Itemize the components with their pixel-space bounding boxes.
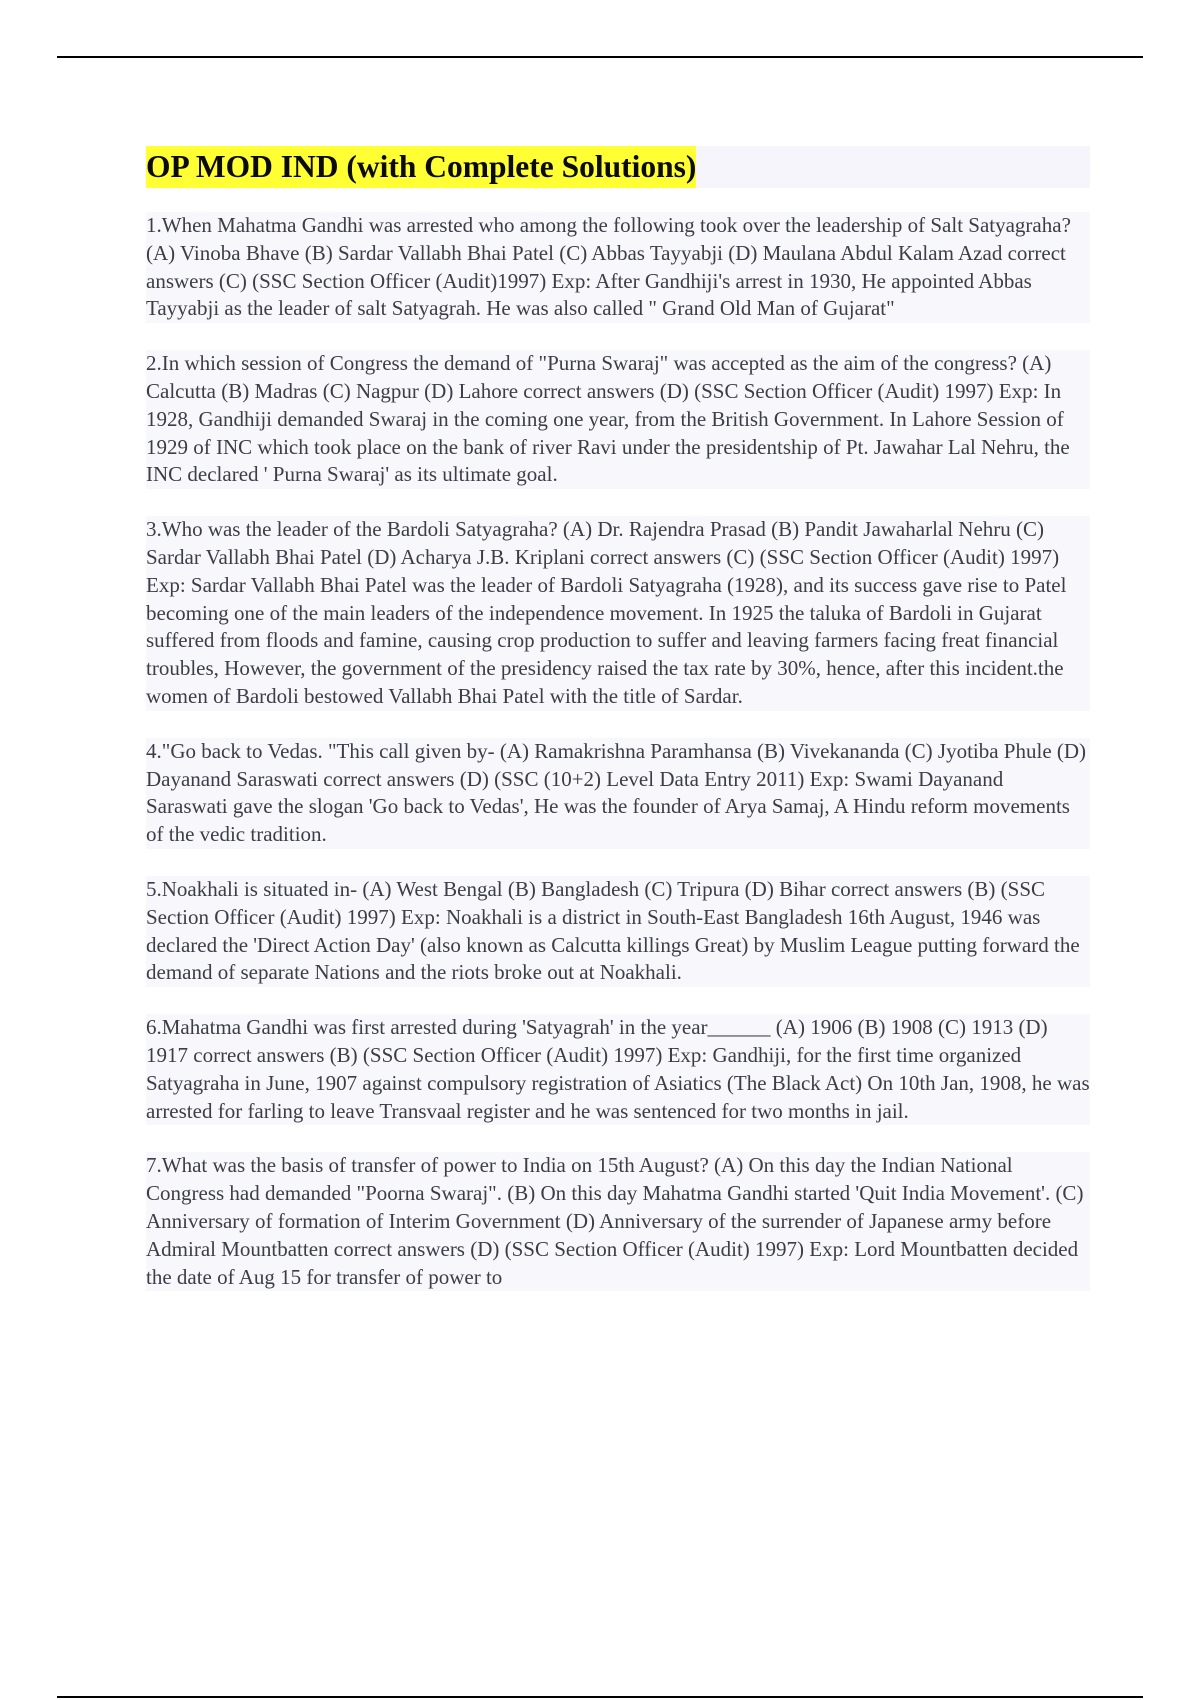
title-bar xyxy=(146,146,1090,188)
top-rule xyxy=(57,56,1143,58)
question-4: 4."Go back to Vedas. "This call given by- (A) Ramakrishna Paramhansa (B) Vivekananda (C) Jyotiba Phule (D) Dayanand Saraswati correct answers (D) (SSC (10+2) Level Data Entry 2011) Exp: Swami Dayanand Saraswati gave the slogan 'Go back to Vedas', He was the founder of Arya Samaj, A Hindu reform movements of the vedic tradition. xyxy=(146,738,1090,849)
bottom-rule xyxy=(57,1696,1143,1698)
document-title: OP MOD IND (with Complete Solutions) xyxy=(146,146,696,188)
question-3: 3.Who was the leader of the Bardoli Satyagraha? (A) Dr. Rajendra Prasad (B) Pandit Jawaharlal Nehru (C) Sardar Vallabh Bhai Patel (D) Acharya J.B. Kriplani correct answers (C) (SSC Section Officer (Audit) 1997) Exp: Sardar Vallabh Bhai Patel was the leader of Bardoli Satyagraha (1928), and its success gave rise to Patel becoming one of the main leaders of the independence movement. In 1925 the taluka of Bardoli in Gujarat suffered from floods and famine, causing crop production to suffer and leaving farmers facing freat financial troubles, However, the government of the presidency raised the tax rate by 30%, hence, after this incident.the women of Bardoli bestowed Vallabh Bhai Patel with the title of Sardar. xyxy=(146,516,1090,711)
question-5: 5.Noakhali is situated in- (A) West Bengal (B) Bangladesh (C) Tripura (D) Bihar correct answers (B) (SSC Section Officer (Audit) 1997) Exp: Noakhali is a district in South-East Bangladesh 16th August, 1946 was declared the 'Direct Action Day' (also known as Calcutta killings Great) by Muslim League putting forward the demand of separate Nations and the riots broke out at Noakhali. xyxy=(146,876,1090,987)
question-7: 7.What was the basis of transfer of power to India on 15th August? (A) On this day the Indian National Congress had demanded "Poorna Swaraj". (B) On this day Mahatma Gandhi started 'Quit India Movement'. (C) Anniversary of formation of Interim Government (D) Anniversary of the surrender of Japanese army before Admiral Mountbatten correct answers (D) (SSC Section Officer (Audit) 1997) Exp: Lord Mountbatten decided the date of Aug 15 for transfer of power to xyxy=(146,1152,1090,1291)
document-body xyxy=(146,146,1090,1318)
question-2: 2.In which session of Congress the demand of "Purna Swaraj" was accepted as the aim of the congress? (A) Calcutta (B) Madras (C) Nagpur (D) Lahore correct answers (D) (SSC Section Officer (Audit) 1997) Exp: In 1928, Gandhiji demanded Swaraj in the coming one year, from the British Government. In Lahore Session of 1929 of INC which took place on the bank of river Ravi under the presidentship of Pt. Jawahar Lal Nehru, the INC declared ' Purna Swaraj' as its ultimate goal. xyxy=(146,350,1090,489)
question-6: 6.Mahatma Gandhi was first arrested during 'Satyagrah' in the year______ (A) 1906 (B) 1908 (C) 1913 (D) 1917 correct answers (B) (SSC Section Officer (Audit) 1997) Exp: Gandhiji, for the first time organized Satyagraha in June, 1907 against compulsory registration of Asiatics (The Black Act) On 10th Jan, 1908, he was arrested for farling to leave Transvaal register and he was sentenced for two months in jail. xyxy=(146,1014,1090,1125)
question-1: 1.When Mahatma Gandhi was arrested who among the following took over the leadership of Salt Satyagraha? (A) Vinoba Bhave (B) Sardar Vallabh Bhai Patel (C) Abbas Tayyabji (D) Maulana Abdul Kalam Azad correct answers (C) (SSC Section Officer (Audit)1997) Exp: After Gandhiji's arrest in 1930, He appointed Abbas Tayyabji as the leader of salt Satyagrah. He was also called " Grand Old Man of Gujarat" xyxy=(146,212,1090,323)
